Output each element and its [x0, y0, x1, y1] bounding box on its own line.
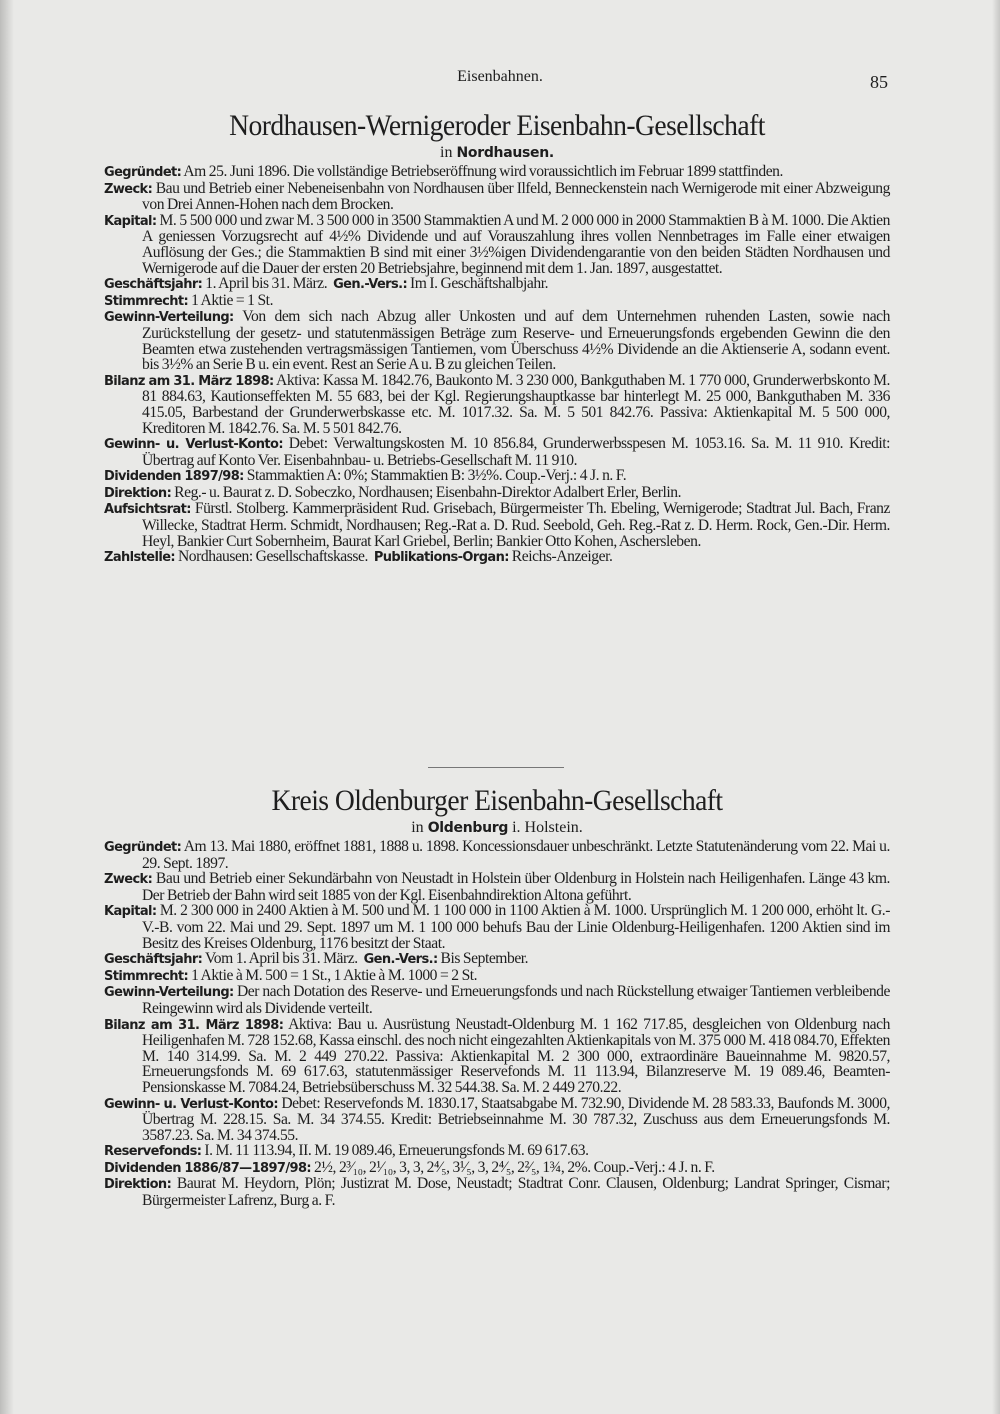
company-location	[104, 819, 890, 837]
section-divider	[428, 767, 564, 768]
company-section-oldenburg	[104, 783, 890, 1209]
entry-text-secondary: Reichs-Anzeiger.	[511, 548, 613, 566]
entry	[104, 968, 890, 985]
entry	[104, 373, 890, 436]
entry-label: Direktion:	[104, 485, 172, 501]
entry	[104, 181, 890, 213]
entry-text: M. 2 300 000 in 2400 Aktien à M. 500 und M. 1 100 000 in 1100 Aktien à M. 1000. Ursprünglich M. 1 200 000, erhöht lt. G.-V.-B. vom 22. Mai und 29. Sept. 1897 um M. 1 100 000 behufs Bau der Linie Oldenburg-Heiligenhafen. 1200 Aktien sind im Besitz des Kreises Oldenburg, 1176 besitzt der Staat.	[142, 902, 891, 952]
entry	[104, 213, 890, 276]
location-suffix: i. Holstein.	[512, 819, 583, 836]
entry-text: Am 25. Juni 1896. Die vollständige Betriebseröffnung wird voraussichtlich im Februar 1899 stattfinden.	[183, 163, 783, 180]
location-prefix: in	[440, 144, 453, 161]
entry	[104, 436, 890, 468]
entry	[104, 293, 890, 310]
scan-edge-left	[0, 0, 14, 1414]
entry-label: Reservefonds:	[104, 1144, 202, 1160]
entry-label-secondary: Gen.-Vers.:	[333, 277, 408, 293]
entry-label: Zweck:	[104, 872, 153, 888]
location-place: Oldenburg	[427, 820, 509, 836]
entry-label: Zweck:	[104, 181, 153, 197]
entry-label: Aufsichtsrat:	[104, 502, 191, 518]
location-prefix: in	[411, 819, 424, 836]
running-head: Eisenbahnen.	[457, 68, 543, 85]
entry-label-secondary: Gen.-Vers.:	[363, 952, 438, 968]
entry-text: I. M. 11 113.94, II. M. 19 089.46, Erneuerungsfonds M. 69 617.63.	[204, 1142, 589, 1160]
entry	[104, 1176, 890, 1208]
entry	[104, 1017, 890, 1096]
entry-text-secondary: Bis September.	[440, 950, 529, 968]
entry-text: Baurat M. Heydorn, Plön; Justizrat M. Dose, Neustadt; Stadtrat Conr. Clausen, Oldenburg; Landrat Springer, Cismar; Bürgermeister Lafrenz, Burg a. F.	[142, 1175, 891, 1210]
entry	[104, 1096, 890, 1144]
entry-text: M. 5 500 000 und zwar M. 3 500 000 in 3500 Stammaktien A und M. 2 000 000 in 2000 Stammaktien B à M. 1000. Die Aktien A geniessen Vorzugsrecht auf 4½% Dividende und auf Vorauszahlung ihres vollen Nennbetrages im Falle einer etwaigen Auflösung der Ges.; die Stammaktien B sind mit einer 3½%igen Dividendengarantie von den beiden Städten Nordhausen und Wernigerode auf die Dauer der ersten 20 Betriebsjahre, beginnend mit dem 1. Jan. 1897, ausgestattet.	[142, 211, 890, 277]
entry-text: Aktiva: Bau u. Ausrüstung Neustadt-Oldenburg M. 1 162 717.85, desgleichen von Oldenburg nach Heiligenhafen M. 728 152.68, Kassa einschl. des noch nicht eingezahlten Aktienkapitals von M. 375 000 M. 418 084.70, Effekten M. 140 314.99. Sa. M. 2 449 270.22. Passiva: Aktienkapital M. 2 300 000, extraordinäre Baueinnahme M. 9820.57, Erneuerungsfonds M. 69 617.63, statutenmässiger Reservefonds M. 11 113.94, Bilanzreserve M. 19 089.46, Beamten-Pensionskasse M. 7084.24, Betriebsüberschuss M. 32 544.38. Sa. M. 2 449 270.22.	[142, 1015, 890, 1096]
entry-label: Geschäftsjahr:	[104, 277, 203, 293]
entry-label: Kapital:	[104, 213, 157, 229]
entry-text: Der nach Dotation des Reserve- und Erneuerungsfonds und nach Rückstellung etwaiger Tantiemen verbleibende Reingewinn wird als Dividende verteilt.	[142, 983, 890, 1017]
entry-label: Gegründet:	[104, 840, 182, 855]
entry-label: Kapital:	[104, 904, 157, 920]
entry-label: Zahlstelle:	[104, 550, 176, 566]
entry-text-secondary: Im I. Geschäftshalbjahr.	[410, 275, 549, 293]
entry-label: Gewinn- u. Verlust-Konto:	[104, 437, 283, 453]
entry-label: Gewinn- u. Verlust-Konto:	[104, 1096, 278, 1112]
entry	[104, 501, 890, 549]
entry-label: Geschäftsjahr:	[104, 952, 203, 968]
company-title: Nordhausen-Wernigeroder Eisenbahn-Gesellschaft	[229, 109, 765, 142]
entry	[104, 903, 890, 951]
entry-label: Dividenden 1897/98:	[104, 469, 244, 485]
entry-label: Direktion:	[104, 1177, 172, 1193]
entry	[104, 549, 890, 566]
entry-label: Dividenden 1886/87—1897/98:	[104, 1160, 311, 1176]
entry-text: Vom 1. April bis 31. März.	[204, 950, 358, 968]
entry-text: Von dem sich nach Abzug aller Unkosten und auf dem Unternehmen ruhenden Lasten, sowie nach Zurückstellung der gesetz- und statutenmässigen Beträge zum Reserve- und Erneuerungsfonds ergebenden Gewinn die den Beamten etwa zustehenden vertragsmässigen Tantiemen, vom Überschuss 4½% Dividende an die Aktienserie A, sodann event. bis 3½% an Serie B u. ein event. Rest an Serie A u. B zu gleichen Teilen.	[142, 308, 891, 374]
entry-text: Debet: Reservefonds M. 1830.17, Staatsabgabe M. 732.90, Dividende M. 28 583.33, Baufonds M. 3000, Übertrag M. 228.15. Sa. M. 34 374.55. Kredit: Betriebseinnahme M. 30 787.32, Zuschuss aus dem Erneuerungsfonds M. 3587.23. Sa. M. 34 374.55.	[142, 1094, 890, 1144]
location-place: Nordhausen.	[456, 145, 554, 161]
entry-label: Stimmrecht:	[104, 293, 189, 309]
entry-text: 1 Aktie à M. 500 = 1 St., 1 Aktie à M. 1000 = 2 St.	[191, 966, 478, 984]
entry-text: 1 Aktie = 1 St.	[191, 291, 274, 309]
entry-text: Nordhausen: Gesellschaftskasse.	[177, 548, 368, 566]
company-location	[104, 144, 890, 162]
entry-label: Gewinn-Verteilung:	[104, 985, 234, 1001]
entry-text: Fürstl. Stolberg. Kammerpräsident Rud. Grisebach, Bürgermeister Th. Ebeling, Wernigerode; Stadtrat Jul. Bach, Franz Willecke, Stadtrat Herm. Schmidt, Nordhausen; Reg.-Rat a. D. Rud. Seebold, Geh. Reg.-Rat z. D. Herm. Rock, Gen.-Dir. Herm. Heyl, Bankier Curt Sobernheim, Baurat Karl Griebel, Berlin; Bankier Otto Kohen, Aschersleben.	[142, 500, 890, 550]
entry	[104, 485, 890, 502]
entry	[104, 1160, 890, 1177]
entry-label: Bilanz am 31. März 1898:	[104, 373, 274, 389]
entry	[104, 276, 890, 293]
entry-label: Stimmrecht:	[104, 968, 189, 984]
entry-text: Reg.- u. Baurat z. D. Sobeczko, Nordhausen; Eisenbahn-Direktor Adalbert Erler, Berlin.	[174, 483, 682, 501]
entry-label: Gewinn-Verteilung:	[104, 310, 234, 326]
page-number: 85	[870, 72, 888, 92]
entry	[104, 951, 890, 968]
entry-label: Gegründet:	[104, 165, 182, 180]
entry	[104, 1143, 890, 1160]
entry	[104, 164, 890, 181]
entry	[104, 871, 890, 903]
entry-text: Debet: Verwaltungskosten M. 10 856.84, Grunderwerbsspesen M. 1053.16. Sa. M. 11 910. Kredit: Übertrag auf Konto Ver. Eisenbahnbau- u. Betriebs-Gesellschaft M. 11 910.	[142, 435, 890, 469]
entry-text: 2½, 2³⁄₁₀, 2¹⁄₁₀, 3, 3, 2⁴⁄₅, 3¹⁄₅, 3, 2⁴⁄₅, 2²⁄₅, 1¾, 2%. Coup.-Verj.: 4 J. n. F.	[313, 1158, 715, 1176]
entry-text: Stammaktien A: 0%; Stammaktien B: 3½%. Coup.-Verj.: 4 J. n. F.	[246, 467, 627, 485]
entry-text: Bau und Betrieb einer Nebeneisenbahn von Nordhausen über Ilfeld, Benneckenstein nach Wernigerode mit einer Abzweigung von Drei Annen-Hohen nach dem Brocken.	[142, 179, 890, 214]
entry	[104, 468, 890, 485]
entry-text: Bau und Betrieb einer Sekundärbahn von Neustadt in Holstein über Oldenburg in Holstein nach Heiligenhafen. Länge 43 km. Der Betrieb der Bahn wird seit 1885 von der Kgl. Eisenbahndirektion Altona geführt.	[142, 870, 890, 904]
entry	[104, 984, 890, 1016]
entry-text: Aktiva: Kassa M. 1842.76, Baukonto M. 3 230 000, Bankguthaben M. 1 770 000, Grunderwerbskonto M. 81 884.63, Kautionseffekten M. 55 683, bei der Kgl. Regierungshauptkasse bar hinterlegt M. 25 000, Bankguthaben M. 336 415.05, Barbestand der Grunderwerbskasse etc. M. 1017.32. Sa. M. 5 501 842.76. Passiva: Aktienkapital M. 5 500 000, Kreditoren M. 1842.76. Sa. M. 5 501 842.76.	[142, 371, 891, 437]
entry	[104, 309, 890, 372]
scan-edge-right	[992, 0, 1000, 1414]
entry-label-secondary: Publikations-Organ:	[373, 550, 509, 566]
entry-text: Am 13. Mai 1880, eröffnet 1881, 1888 u. 1898. Koncessionsdauer unbeschränkt. Letzte Statutenänderung vom 22. Mai u. 29. Sept. 1897.	[142, 838, 890, 872]
entry	[104, 839, 890, 871]
company-title: Kreis Oldenburger Eisenbahn-Gesellschaft	[271, 784, 723, 817]
entry-label: Bilanz am 31. März 1898:	[104, 1017, 284, 1033]
company-section-nordhausen	[104, 108, 890, 566]
entry-text: 1. April bis 31. März.	[205, 275, 328, 293]
